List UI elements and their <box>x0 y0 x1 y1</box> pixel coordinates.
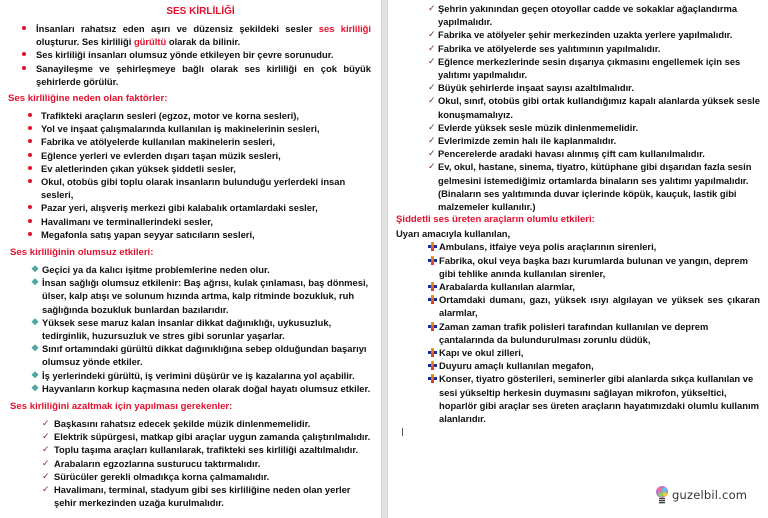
list-item: Konser, tiyatro gösterileri, seminerler gibi alanlarda sıkça kullanılan ve sesi yükseltip herkesin duymasını sağlayan mikrofon, yükseltici, hoparlör gibi araçlar ses üreten araçların hayatımızdaki olumlu kullanım alanlarıdır. <box>388 372 760 425</box>
list-item: ❖ Sınıf ortamındaki gürültü dikkat dağınıklığına sebep olduğundan başarıyı olumsuz yönde etkiler. <box>31 343 367 368</box>
effects-list <box>10 263 371 395</box>
list-item: Sanayileşme ve şehirleşmeye bağlı olarak ses kirliliği en çok büyük şehirlerde görülür. <box>10 62 371 88</box>
document-page-left <box>0 0 381 518</box>
text-cursor <box>402 428 403 436</box>
list-item: ✓ Okul, sınıf, otobüs gibi ortak kullandığımız kapalı alanlarda yüksek sesle konuşmamalıyız. <box>428 95 760 120</box>
list-item: ✓ Eğlence merkezlerinde sesin dışarıya çıkmasını engellemek için ses yalıtımı yapılmalıdır. <box>428 55 741 81</box>
list-item: ✓ Evlerimizde zemin halı ile kaplanmalıdır. <box>428 135 617 147</box>
page-separator <box>381 0 388 518</box>
list-item: Havalimanı ve terminallerindeki sesler, <box>10 215 371 228</box>
bullet-dot-icon <box>28 219 32 223</box>
list-item: ❖ İnsan sağlığı olumsuz etkilenir: Baş ağrısı, kulak çınlaması, baş dönmesi, ülser, kalp atışı ve solunum hızında artma, kalp ritminde bozukluk, ruh sağlığında bozukluk bunlardan bazılarıdır. <box>31 277 369 315</box>
arrow-bullet-icon <box>428 256 438 266</box>
list-item: Trafikteki araçların sesleri (egzoz, motor ve korna sesleri), <box>10 109 371 122</box>
list-item: ✓ Evlerde yüksek sesle müzik dinlenmemelidir. <box>428 121 639 133</box>
checkmark-icon: ✓ <box>428 82 436 93</box>
watermark-text: guzelbil.com <box>672 488 748 502</box>
checkmark-icon: ✓ <box>428 29 436 40</box>
checkmark-icon: ✓ <box>42 431 50 442</box>
list-item: Ortamdaki dumanı, gazı, yüksek ısıyı algılayan ve yüksek ses çıkaran alarmlar, <box>388 293 760 319</box>
causes-list <box>10 109 371 241</box>
list-item: ✓ Havalimanı, terminal, stadyum gibi ses kirliliğine neden olan yerler şehir merkezinden uzağa kurulmalıdır. <box>42 484 351 509</box>
section-heading-positive: Şiddetli ses üreten araçların olumlu etkileri: <box>396 214 595 226</box>
positive-lead: Uyarı amacıyla kullanılan, <box>396 228 511 240</box>
list-item: ✓ Şehrin yakınından geçen otoyollar cadde ve sokaklar ağaçlandırma yapılmalıdır. <box>428 3 738 28</box>
insulation-note: (Binaların ses yalıtımında duvar içlerinde köpük, kauçuk, lastik gibi malzemeler kullanılır.) <box>438 187 737 213</box>
list-item: Ses kirliliği insanları olumsuz yönde etkileyen bir çevre sorunudur. <box>10 48 371 61</box>
section-heading-causes: Ses kirliliğine neden olan faktörler: <box>8 93 168 105</box>
diamond-bullet-icon: ❖ <box>31 264 40 275</box>
checkmark-icon: ✓ <box>42 444 50 455</box>
list-item: ❖ İş yerlerindeki gürültü, iş verimini düşürür ve iş kazalarına yol açabilir. <box>31 369 355 381</box>
list-item: Ev aletlerinden çıkan yüksek şiddetli sesler, <box>10 162 371 175</box>
checkmark-icon: ✓ <box>428 42 436 53</box>
bullet-dot-icon <box>22 66 26 70</box>
checkmark-icon: ✓ <box>428 161 436 172</box>
checkmark-icon: ✓ <box>428 95 436 106</box>
list-item: ❖ Hayvanların korkup kaçmasına neden olarak doğal hayatı olumsuz etkiler. <box>31 382 371 394</box>
bullet-dot-icon <box>28 113 32 117</box>
list-item: ✓ Elektrik süpürgesi, matkap gibi araçlar uygun zamanda çalıştırılmalıdır. <box>42 431 371 443</box>
arrow-bullet-icon <box>428 282 438 292</box>
list-item: Fabrika ve atölyelerde kullanılan makinelerin sesleri, <box>10 135 371 148</box>
list-item: İnsanları rahatsız eden aşırı ve düzensiz şekildeki sesler ses kirliliği oluşturur. Ses kirliliği gürültü olarak da bilinir. <box>10 22 371 48</box>
checkmark-icon: ✓ <box>42 418 50 429</box>
list-item: ✓ Büyük şehirlerde inşaat sayısı azaltılmalıdır. <box>428 82 634 94</box>
bullet-dot-icon <box>28 166 32 170</box>
arrow-bullet-icon <box>428 361 438 371</box>
diamond-bullet-icon: ❖ <box>31 277 40 288</box>
bullet-dot-icon <box>22 52 26 56</box>
bullet-dot-icon <box>22 26 26 30</box>
list-item: Okul, otobüs gibi toplu olarak insanların bulunduğu yerlerdeki insan sesleri, <box>10 175 371 201</box>
list-item: ❖ Yüksek sese maruz kalan insanlar dikkat dağınıklığı, uykusuzluk, tedirginlik, huzursuzluk ve stres gibi sorunlar yaşarlar. <box>31 316 332 342</box>
highlight-term: ses kirliliği <box>318 23 371 34</box>
arrow-bullet-icon <box>428 322 438 332</box>
diamond-bullet-icon: ❖ <box>31 382 40 393</box>
arrow-bullet-icon <box>428 374 438 384</box>
watermark-logo <box>656 486 747 504</box>
bullet-dot-icon <box>28 205 32 209</box>
list-item: Eğlence yerleri ve evlerden dışarı taşan müzik sesleri, <box>10 149 371 162</box>
bullet-dot-icon <box>28 232 32 236</box>
list-item: Duyuru amaçlı kullanılan megafon, <box>388 359 760 372</box>
diamond-bullet-icon: ❖ <box>31 343 40 354</box>
checkmark-icon: ✓ <box>42 457 50 468</box>
checkmark-icon: ✓ <box>42 470 50 481</box>
checkmark-icon: ✓ <box>42 484 50 495</box>
section-heading-effects: Ses kirliliğinin olumsuz etkileri: <box>10 247 154 259</box>
highlight-term: gürültü <box>133 36 167 48</box>
checkmark-icon: ✓ <box>428 135 436 146</box>
list-item: ✓ Ev, okul, hastane, sinema, tiyatro, kütüphane gibi dışarıdan fazla sesin gelmesini istemediğimiz ortamlarda binaların ses yalıtımı yapılmalıdır. <box>428 161 752 186</box>
list-item: ✓ Toplu taşıma araçları kullanılarak, trafikteki ses kirliliği azaltılmalıdır. <box>42 444 359 456</box>
list-item: ✓ Arabaların egzozlarına susturucu taktırmalıdır. <box>42 457 261 469</box>
list-item: ✓ Pencerelerde aradaki havası alınmış çift cam kullanılmalıdır. <box>428 148 705 160</box>
list-item: Ambulans, itfaiye veya polis araçlarının sirenleri, <box>388 240 760 253</box>
bullet-dot-icon <box>28 153 32 157</box>
list-item: ✓ Fabrika ve atölyelerde ses yalıtımının yapılmalıdır. <box>428 42 661 54</box>
checkmark-icon: ✓ <box>428 148 436 159</box>
lightbulb-icon <box>656 486 668 504</box>
list-item: Kapı ve okul zilleri, <box>388 346 760 359</box>
checkmark-icon: ✓ <box>428 3 436 13</box>
checkmark-icon: ✓ <box>428 121 436 132</box>
list-item: Zaman zaman trafik polisleri tarafından kullanılan ve deprem çantalarında da bulundurulması zorunlu düdük, <box>388 320 760 346</box>
checkmark-icon: ✓ <box>428 55 436 66</box>
bullet-dot-icon <box>28 139 32 143</box>
arrow-bullet-icon <box>428 242 438 252</box>
positive-list <box>388 240 760 425</box>
reduce-list-right <box>396 2 760 187</box>
section-heading-reduce: Ses kirliliğini azaltmak için yapılması gerekenler: <box>10 401 233 413</box>
list-item: ✓ Başkasını rahatsız edecek şekilde müzik dinlenmemelidir. <box>42 418 311 430</box>
bullet-dot-icon <box>28 179 32 183</box>
list-item: Arabalarda kullanılan alarmlar, <box>388 280 760 293</box>
diamond-bullet-icon: ❖ <box>31 316 40 327</box>
diamond-bullet-icon: ❖ <box>31 369 40 380</box>
document-page-right <box>388 0 768 518</box>
list-item: ❖ Geçici ya da kalıcı işitme problemlerine neden olur. <box>31 264 270 276</box>
arrow-bullet-icon <box>428 348 438 358</box>
list-item: Fabrika, okul veya başka bazı kurumlarda bulunan ve yangın, deprem gibi tehlike anında kullanılan sirenler, <box>388 254 760 280</box>
list-item: ✓ Sürücüler gerekli olmadıkça korna çalmamalıdır. <box>42 470 270 482</box>
page-title: SES KİRLİLİĞİ <box>166 6 235 17</box>
list-item: Yol ve inşaat çalışmalarında kullanılan iş makinelerinin sesleri, <box>10 122 371 135</box>
reduce-list-left <box>10 417 371 509</box>
bullet-dot-icon <box>28 126 32 130</box>
list-item: ✓ Fabrika ve atölyeler şehir merkezinden uzakta yerlere yapılmalıdır. <box>428 29 733 41</box>
intro-list <box>10 22 371 88</box>
list-item: Pazar yeri, alışveriş merkezi gibi kalabalık ortamlardaki sesler, <box>10 201 371 214</box>
arrow-bullet-icon <box>428 295 438 305</box>
list-item: Megafonla satış yapan seyyar satıcıların sesleri, <box>10 228 371 241</box>
